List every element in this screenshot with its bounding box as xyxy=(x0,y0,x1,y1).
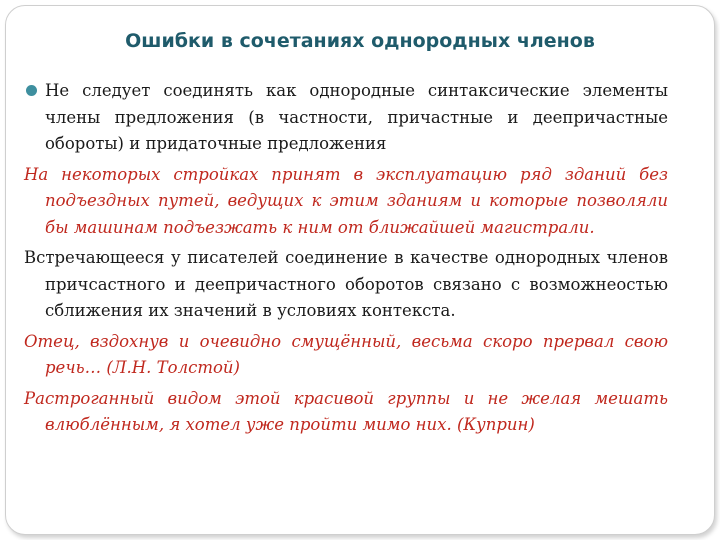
example-paragraph-2: Отец, вздохнув и очевидно смущённый, весьма скоро прервал свою речь… (Л.Н. Толстой) xyxy=(24,331,668,377)
example-paragraph-1: На некоторых стройках принят в эксплуатацию ряд зданий без подъездных путей, ведущих к этим зданиям и которые позволяли бы машинам подъезжать к ним от ближайшей магистрали. xyxy=(24,164,668,237)
bullet-icon xyxy=(26,85,37,96)
slide-body xyxy=(24,78,668,443)
slide-title: Ошибки в сочетаниях однородных членов xyxy=(125,30,595,52)
rule-text: Не следует соединять как однородные синтаксические элементы члены предложения (в частности, причастные и деепричастные обороты) и придаточные предложения xyxy=(45,81,668,153)
explanation-paragraph: Встречающееся у писателей соединение в качестве однородных членов причсастного и деепричастного оборотов связано с возможнеостью сближения их значений в условиях контекста. xyxy=(24,248,668,320)
example-paragraph-3: Растроганный видом этой красивой группы и не желая мешать влюблённым, я хотел уже пройти мимо них. (Куприн) xyxy=(24,388,668,434)
rule-paragraph xyxy=(24,78,668,158)
